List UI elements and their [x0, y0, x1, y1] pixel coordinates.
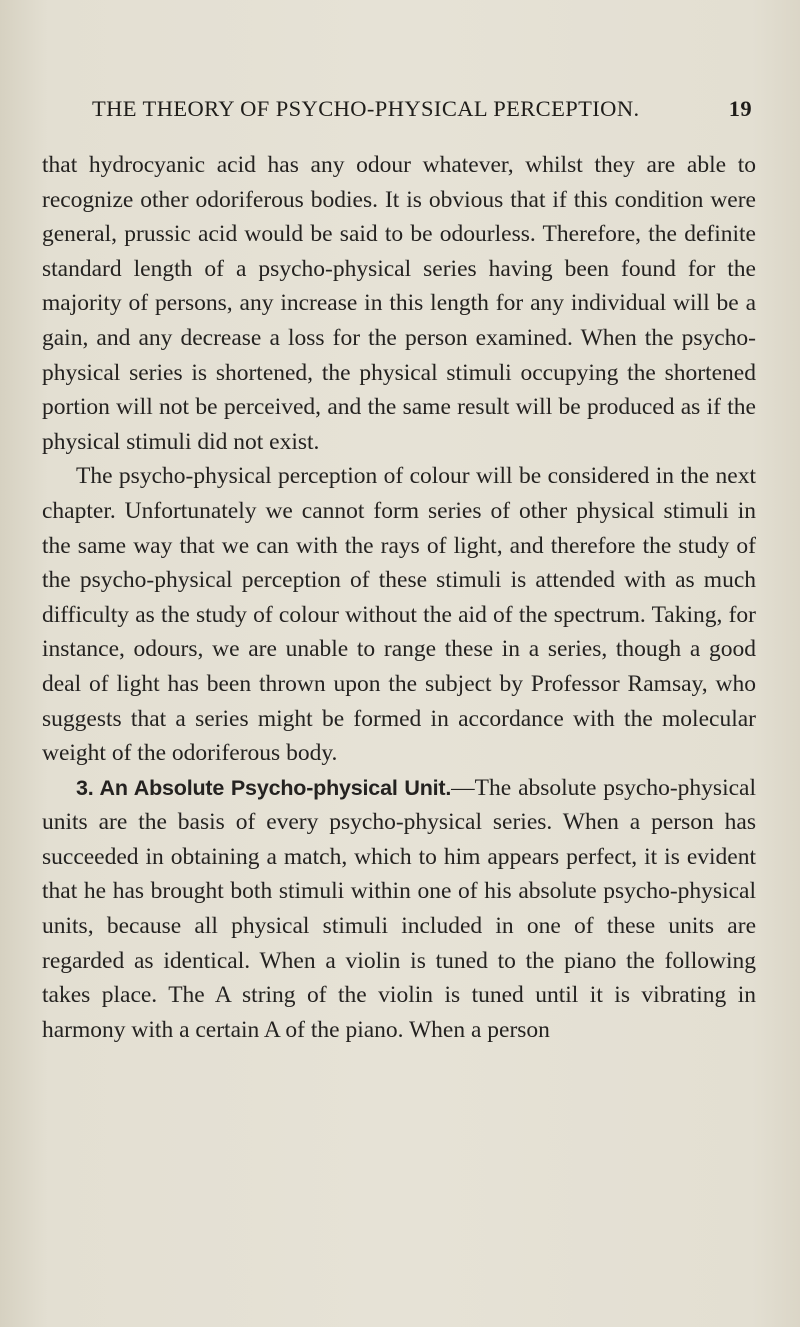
- page-number: 19: [728, 96, 752, 121]
- paragraph-continued: that hydrocyanic acid has any odour whatever, whilst they are able to recognize other odoriferous bodies. It is obvious that if this condition were general, prussic acid would be said to be odourless. Therefore, the definite standard length of a psycho-physical series having been found for the majority of persons, any increase in this length for any individual will be a gain, and any decrease a loss for the person examined. When the psycho-physical series is shortened, the physical stimuli occupying the shortened portion will not be perceived, and the same result will be produced as if the physical stimuli did not exist.: [42, 152, 756, 455]
- running-head: THE THEORY OF PSYCHO-PHYSICAL PERCEPTION.: [92, 96, 640, 121]
- section-heading: 3. An Absolute Psycho-physical Unit.: [76, 775, 452, 800]
- page-header: [92, 96, 752, 130]
- body-text: [42, 148, 756, 1047]
- paragraph-colour-perception: The psycho-physical perception of colour will be considered in the next chapter. Unfortunately we cannot form series of other physical stimuli in the same way that we can with the rays of light, and therefore the study of the psycho-physical perception of these stimuli is attended with as much difficulty as the study of colour without the aid of the spectrum. Taking, for instance, odours, we are unable to range these in a series, though a good deal of light has been thrown upon the subject by Professor Ramsay, who suggests that a series might be formed in accordance with the molecular weight of the odoriferous body.: [42, 463, 756, 767]
- section-3-text: —The absolute psycho-physical units are the basis of every psycho-physical series. When a person has succeeded in obtaining a match, which to him appears perfect, it is evident that he has brought both stimuli within one of his absolute psycho-physical units, because all physical stimuli included in one of these units are regarded as identical. When a violin is tuned to the piano the following takes place. The A string of the violin is tuned until it is vibrating in harmony with a certain A of the piano. When a person: [42, 774, 756, 1043]
- paragraph-section-3: [42, 771, 756, 1048]
